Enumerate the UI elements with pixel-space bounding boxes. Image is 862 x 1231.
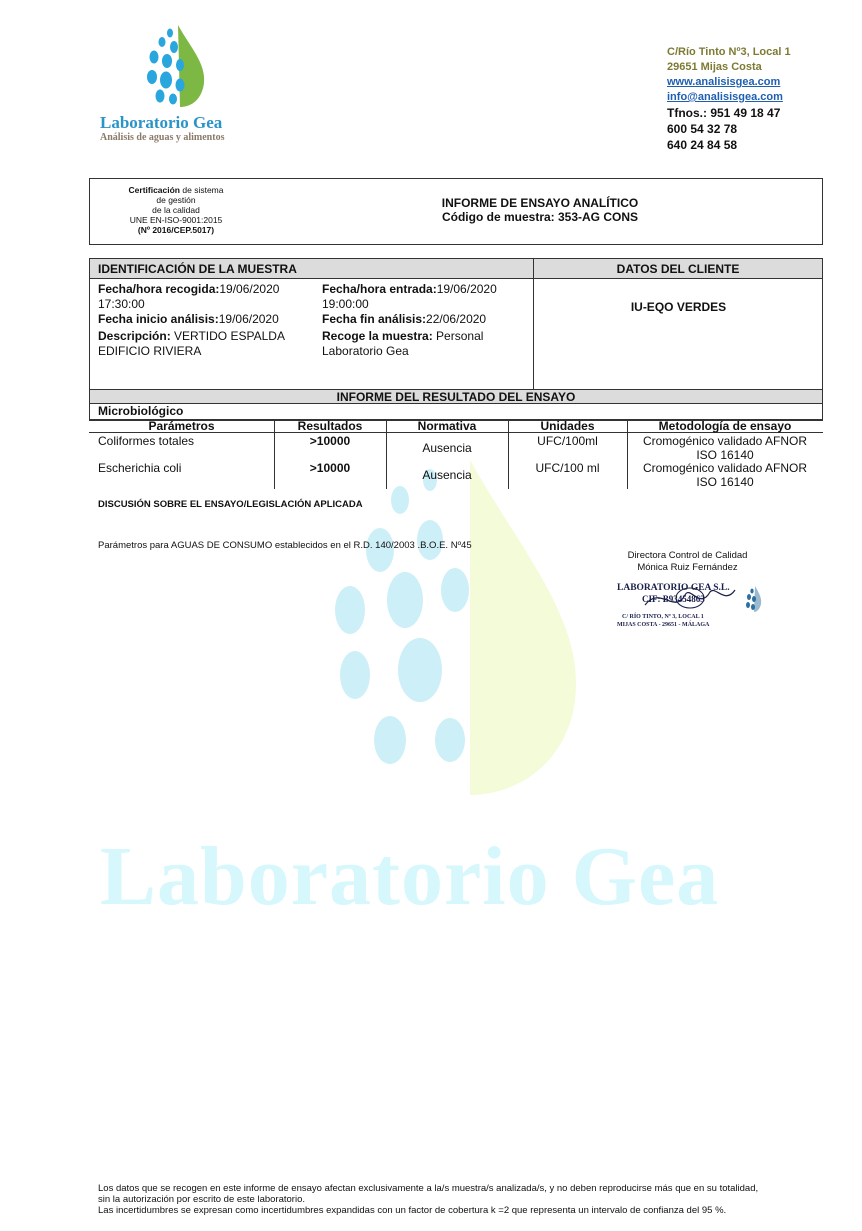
results-section-header [89,389,823,404]
stamp-line-1: LABORATORIO GEA S.L. [617,583,730,593]
stamp-line-2: CIF: B93454863 [642,594,705,604]
row-2-method [627,461,823,489]
description-value-2: EDIFICIO RIVIERA [98,344,202,358]
phone-1: Tfnos.: 951 49 18 47 [667,106,781,120]
footer-line-2: sin la autorización por escrito de este laboratorio. [98,1194,306,1205]
footer-line-1: Los datos que se recogen en este informe de ensayo afectan exclusivamente a la/s muestra/s analizada/s, y no deben reproducirse más que en su totalidad, [98,1183,759,1194]
contact-block [667,45,791,153]
cert-line-3: de la calidad [152,205,200,215]
collected-value: 19/06/2020 [219,282,280,296]
sample-section-header [89,258,534,279]
collector-value-2: Laboratorio Gea [322,344,409,358]
signature-name: Mónica Ruiz Fernández [637,562,738,573]
stamp-drop-icon [743,585,763,613]
email-link[interactable]: info@analisisgea.com [667,91,783,103]
end-value: 22/06/2020 [426,312,487,326]
row-1-method-1: Cromogénico validado AFNOR [642,434,808,448]
row-1-method [627,434,823,462]
sample-client-divider [533,279,534,389]
discussion-text: Parámetros para AGUAS DE CONSUMO establecidos en el R.D. 140/2003 .B.O.E. Nº45 [98,540,472,551]
row-1-method-2: ISO 16140 [696,448,754,462]
client-name: IU-EQO VERDES [630,300,727,314]
cert-line-5: (Nº 2016/CEP.5017) [137,225,215,235]
entry-time: 19:00:00 [322,297,369,311]
end-field [322,312,532,327]
collector-label: Recoge la muestra: [322,329,433,343]
collected-field [98,282,313,312]
cert-line-4: UNE EN-ISO-9001:2015 [129,215,223,225]
client-section-title: DATOS DEL CLIENTE [616,262,740,276]
entry-label: Fecha/hora entrada: [322,282,437,296]
cert-line-1-rest: de sistema [180,185,224,195]
collected-label: Fecha/hora recogida: [98,282,220,296]
certification-block [96,185,256,235]
row-2-norm: Ausencia [422,468,472,482]
logo-drop-icon [140,25,210,110]
cert-line-2: de gestión [156,195,196,205]
report-title-block [260,196,820,224]
logo-subtitle: Análisis de aguas y alimentos [100,132,225,143]
row-2-result: >10000 [309,461,351,475]
row-2-units: UFC/100 ml [535,461,600,475]
phone-3: 640 24 84 58 [667,138,738,152]
row-1-units: UFC/100ml [537,434,598,448]
results-section-title: INFORME DEL RESULTADO DEL ENSAYO [336,390,576,404]
collected-time: 17:30:00 [98,297,145,311]
col-header-norm: Normativa [417,419,477,433]
stamp-line-3: C/ RÍO TINTO, Nº 3, LOCAL 1 [622,614,704,620]
end-label: Fecha fin análisis: [322,312,427,326]
signature-scribble [640,580,740,620]
description-value: VERTIDO ESPALDA [170,329,285,343]
discussion-title: DISCUSIÓN SOBRE EL ENSAYO/LEGISLACIÓN APLICADA [98,499,363,510]
collector-value: Personal [432,329,484,343]
row-2-method-2: ISO 16140 [696,475,754,489]
start-field [98,312,313,327]
row-2-param: Escherichia coli [98,461,182,475]
entry-field [322,282,532,312]
entry-value: 19/06/2020 [436,282,497,296]
stamp-line-4: MIJAS COSTA - 29651 - MÁLAGA [617,622,710,628]
signature-role: Directora Control de Calidad [627,550,748,561]
col-header-params: Parámetros [148,419,215,433]
row-1-norm: Ausencia [422,441,472,455]
sample-section-title: IDENTIFICACIÓN DE LA MUESTRA [98,262,297,276]
client-section-header [533,258,823,279]
row-2-method-1: Cromogénico validado AFNOR [642,461,808,475]
watermark-text: Laboratorio Gea [100,830,720,923]
footer-line-3: Las incertidumbres se expresan como incertidumbres expandidas con un factor de cobertura k =2 que representa un intervalo de confianza del 95 %. [98,1205,727,1216]
phone-2: 600 54 32 78 [667,122,738,136]
col-header-units: Unidades [540,419,595,433]
address-line-2: 29651 Mijas Costa [667,61,762,73]
row-1-result: >10000 [309,434,351,448]
logo-name: Laboratorio Gea [100,113,223,132]
website-link[interactable]: www.analisisgea.com [667,76,781,88]
start-label: Fecha inicio análisis: [98,312,219,326]
footer-notes [98,1183,828,1216]
sample-code: Código de muestra: 353-AG CONS [441,210,639,224]
address-line-1: C/Río Tinto Nº3, Local 1 [667,46,791,58]
col-header-method: Metodología de ensayo [658,419,792,433]
row-1-param: Coliformes totales [98,434,195,448]
col-header-results: Resultados [297,419,363,433]
watermark-drop-graphic [320,440,590,800]
results-group-title: Microbiológico [98,404,184,418]
start-value: 19/06/2020 [218,312,279,326]
cert-line-1-bold: Certificación [128,185,181,195]
collector-field [322,329,532,359]
description-field [98,329,313,359]
report-title: INFORME DE ENSAYO ANALÍTICO [441,196,639,210]
description-label: Descripción: [98,329,171,343]
